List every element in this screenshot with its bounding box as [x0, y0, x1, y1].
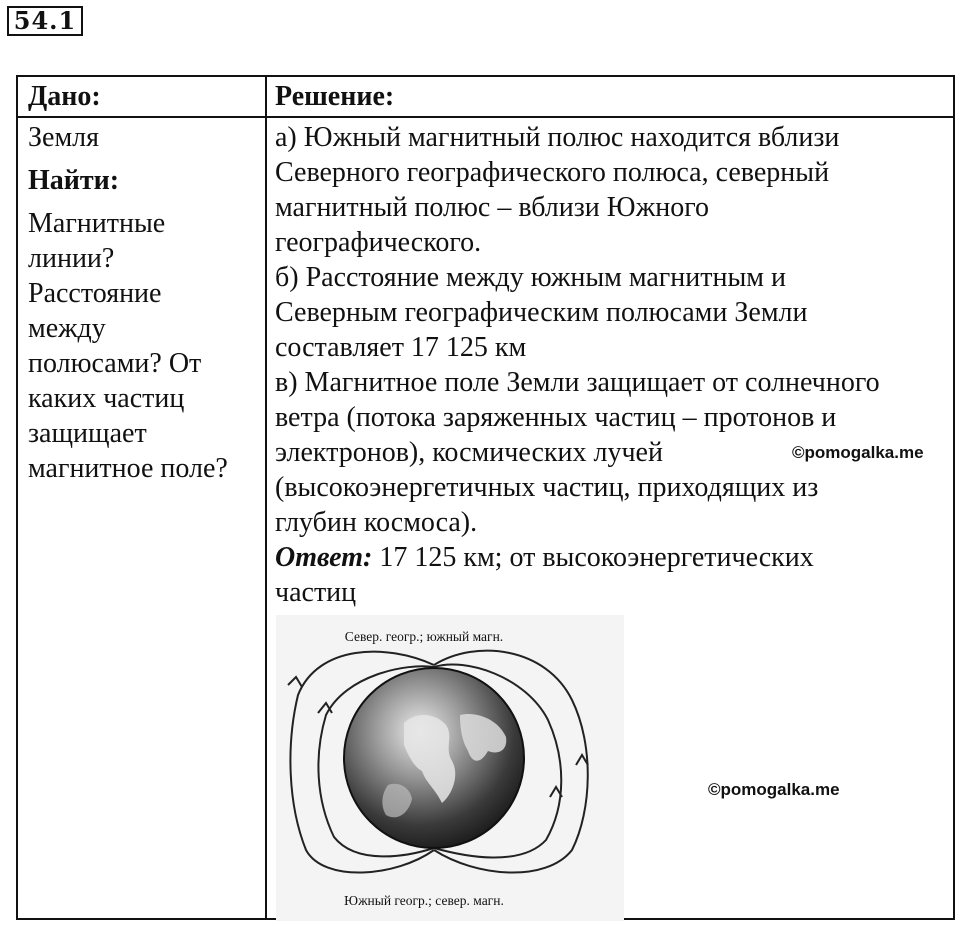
- figure-bottom-label: Южный геогр.; север. магн.: [344, 893, 504, 908]
- solution-line: электронов), космических лучей: [275, 437, 663, 468]
- answer-text: 17 125 км; от высокоэнергетических: [372, 542, 814, 573]
- find-line: магнитное поле?: [28, 453, 228, 484]
- solution-line: Северным географическим полюсами Земли: [275, 297, 808, 328]
- problem-number: 54.1: [7, 6, 83, 36]
- find-line: каких частиц: [28, 383, 185, 414]
- solution-line: географического.: [275, 227, 482, 258]
- solution-line: б) Расстояние между южным магнитным и: [275, 262, 786, 293]
- figure-top-label: Север. геогр.; южный магн.: [344, 629, 504, 644]
- find-line: Магнитные: [28, 208, 166, 239]
- solution-line: (высокоэнергетичных частиц, приходящих из: [275, 472, 819, 503]
- answer-line: [275, 540, 951, 575]
- watermark: ©pomogalka.me: [792, 443, 924, 462]
- solution-line: магнитный полюс – вблизи Южного: [275, 192, 709, 223]
- solution-table: [16, 75, 955, 920]
- answer-line-2: частиц: [275, 577, 357, 608]
- solution-line: глубин космоса).: [275, 507, 478, 538]
- find-line: Расстояние: [28, 278, 162, 309]
- solution-line: ветра (потока заряженных частиц – протонов и: [275, 402, 837, 433]
- solution-heading: Решение:: [275, 81, 395, 112]
- given-value: Земля: [28, 122, 100, 153]
- solution-text: [275, 120, 951, 610]
- watermark: ©pomogalka.me: [708, 780, 840, 799]
- find-line: защищает: [28, 418, 147, 449]
- solution-line: составляет 17 125 км: [275, 332, 527, 363]
- find-list: [28, 206, 260, 486]
- solution-line: в) Магнитное поле Земли защищает от солнечного: [275, 367, 880, 398]
- given-heading: Дано:: [28, 81, 101, 112]
- solution-line: Северного географического полюса, северный: [275, 157, 830, 188]
- earth-magnetic-field-figure: [276, 615, 624, 921]
- find-line: линии?: [28, 243, 115, 274]
- find-line: полюсами? От: [28, 348, 202, 379]
- globe-illustration: [276, 615, 624, 921]
- column-divider: [265, 77, 267, 918]
- solution-column: [275, 77, 951, 610]
- given-column: [28, 77, 260, 486]
- solution-line: а) Южный магнитный полюс находится вблизи: [275, 122, 840, 153]
- find-line: между: [28, 313, 106, 344]
- answer-label: Ответ:: [275, 542, 373, 573]
- find-heading: Найти:: [28, 165, 120, 196]
